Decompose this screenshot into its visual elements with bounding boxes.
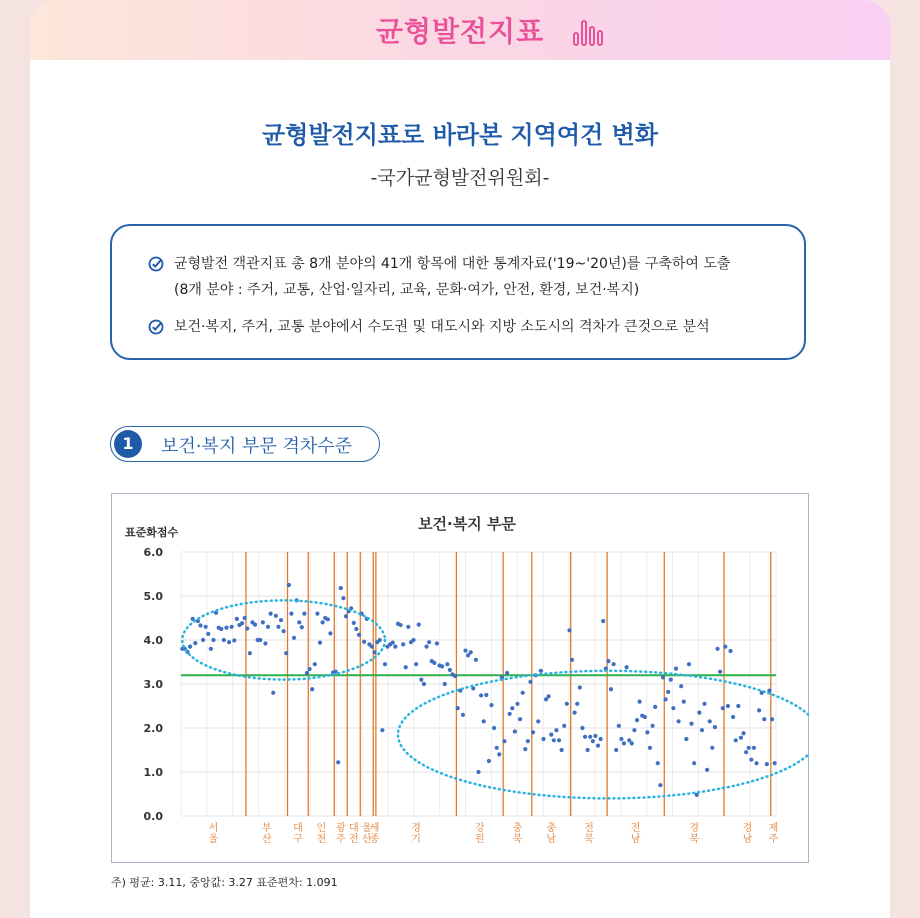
data-point (528, 680, 532, 684)
data-point (674, 667, 678, 671)
y-tick-label: 1.0 (143, 766, 163, 779)
data-point (383, 662, 387, 666)
data-point (427, 640, 431, 644)
region-label: 전 (584, 823, 594, 834)
data-point (643, 715, 647, 719)
data-point (354, 627, 358, 631)
data-point (308, 667, 312, 671)
region-label: 남 (630, 834, 641, 845)
data-point (482, 719, 486, 723)
data-point (637, 700, 641, 704)
data-point (617, 724, 621, 728)
data-point (211, 638, 215, 642)
data-point (417, 623, 421, 627)
data-point (357, 633, 361, 637)
summary-item-1-line-2: (8개 분야 : 주거, 교통, 산업·일자리, 교육, 문화·여가, 안전, 환경, 보건·복지) (174, 282, 640, 298)
data-point (734, 738, 738, 742)
data-point (523, 747, 527, 751)
data-point (666, 690, 670, 694)
data-point (284, 651, 288, 655)
data-point (682, 700, 686, 704)
data-point (474, 658, 478, 662)
data-point (487, 759, 491, 763)
data-point (557, 738, 561, 742)
page-subtitle: -국가균형발전위원회- (370, 167, 550, 189)
data-point (378, 638, 382, 642)
region-label: 종 (369, 834, 380, 845)
data-point (484, 693, 488, 697)
region-label: 주 (768, 834, 779, 845)
region-label: 원 (474, 834, 485, 845)
region-label: 울 (361, 823, 372, 834)
data-point (736, 704, 740, 708)
region-label: 전 (348, 834, 359, 845)
data-point (700, 728, 704, 732)
data-point (502, 739, 506, 743)
data-point (287, 583, 291, 587)
data-point (625, 665, 629, 669)
data-point (448, 668, 452, 672)
data-point (744, 750, 748, 754)
data-point (687, 662, 691, 666)
data-point (445, 662, 449, 666)
data-point (443, 682, 447, 686)
region-label: 충 (512, 823, 523, 834)
region-label: 제 (768, 823, 779, 834)
data-point (326, 617, 330, 621)
summary-box (110, 224, 806, 360)
region-label: 남 (742, 834, 753, 845)
data-point (513, 729, 517, 733)
data-point (240, 621, 244, 625)
region-label: 주 (335, 834, 346, 845)
data-point (539, 669, 543, 673)
data-point (315, 612, 319, 616)
data-point (393, 645, 397, 649)
data-point (248, 651, 252, 655)
data-point (339, 586, 343, 590)
data-point (302, 612, 306, 616)
data-point (747, 746, 751, 750)
data-point (432, 661, 436, 665)
region-label: 산 (361, 834, 372, 845)
data-point (757, 708, 761, 712)
data-point (258, 638, 262, 642)
data-point (752, 746, 756, 750)
data-point (196, 619, 200, 623)
y-tick-label: 3.0 (143, 678, 163, 691)
data-point (650, 724, 654, 728)
data-point (762, 717, 766, 721)
data-point (679, 684, 683, 688)
data-point (461, 713, 465, 717)
data-point (770, 717, 774, 721)
region-label: 부 (261, 823, 272, 834)
region-label: 경 (742, 823, 753, 834)
y-tick-label: 4.0 (143, 634, 163, 647)
data-point (536, 719, 540, 723)
data-point (372, 650, 376, 654)
data-point (297, 620, 301, 624)
data-point (632, 728, 636, 732)
data-point (739, 736, 743, 740)
data-point (715, 647, 719, 651)
data-point (271, 691, 275, 695)
y-tick-label: 5.0 (143, 590, 163, 603)
data-point (497, 752, 501, 756)
data-point (578, 685, 582, 689)
region-label: 기 (411, 834, 421, 845)
data-point (321, 620, 325, 624)
data-point (658, 783, 662, 787)
data-point (593, 734, 597, 738)
data-point (313, 662, 317, 666)
data-point (253, 623, 257, 627)
data-point (508, 712, 512, 716)
data-point (702, 702, 706, 706)
data-point (708, 719, 712, 723)
data-point (380, 728, 384, 732)
data-point (684, 737, 688, 741)
data-point (521, 691, 525, 695)
check-circle-icon (148, 256, 164, 272)
data-point (518, 717, 522, 721)
data-point (552, 738, 556, 742)
region-label: 광 (335, 823, 346, 834)
data-point (352, 621, 356, 625)
data-point (235, 617, 239, 621)
section-header (110, 426, 380, 462)
header-banner (30, 0, 890, 60)
data-point (344, 614, 348, 618)
data-point (505, 671, 509, 675)
data-point (370, 645, 374, 649)
data-point (362, 640, 366, 644)
y-axis-label: 표준화점수 (125, 526, 179, 539)
region-label: 강 (474, 823, 485, 834)
data-point (510, 706, 514, 710)
region-label: 충 (546, 823, 557, 834)
data-point (663, 697, 667, 701)
data-point (230, 625, 234, 629)
data-point (204, 625, 208, 629)
data-point (614, 748, 618, 752)
region-label: 서 (208, 823, 219, 834)
data-point (749, 758, 753, 762)
data-point (588, 735, 592, 739)
data-point (411, 638, 415, 642)
data-point (586, 748, 590, 752)
data-point (599, 737, 603, 741)
data-point (305, 671, 309, 675)
data-point (656, 761, 660, 765)
data-point (560, 748, 564, 752)
data-point (456, 706, 460, 710)
data-point (754, 761, 758, 765)
banner-title: 균형발전지표 (375, 15, 545, 48)
bar-chart-icon (572, 15, 606, 47)
data-point (575, 702, 579, 706)
data-point (612, 662, 616, 666)
data-point (606, 659, 610, 663)
region-label: 경 (689, 823, 699, 834)
data-point (341, 596, 345, 600)
summary-item-2-text: 보건·복지, 주거, 교통 분야에서 수도권 및 대도시와 지방 소도시의 격차가 큰것으로 분석 (174, 319, 710, 335)
data-point (689, 722, 693, 726)
data-point (580, 726, 584, 730)
data-point (266, 625, 270, 629)
region-label: 북 (689, 834, 699, 845)
data-point (669, 678, 673, 682)
data-point (619, 737, 623, 741)
y-tick-label: 0.0 (143, 810, 163, 823)
data-point (773, 761, 777, 765)
check-circle-icon (148, 319, 164, 335)
summary-item-1-line-1: 균형발전 객관지표 총 8개 분야의 41개 항목에 대한 통계자료('19~'20년)를 구축하여 도출 (174, 256, 731, 272)
data-point (279, 618, 283, 622)
data-point (422, 682, 426, 686)
data-point (713, 725, 717, 729)
data-point (765, 762, 769, 766)
data-point (554, 728, 558, 732)
data-point (414, 662, 418, 666)
data-point (573, 711, 577, 715)
data-point (648, 746, 652, 750)
data-point (570, 658, 574, 662)
region-label: 대 (348, 823, 359, 834)
data-point (276, 625, 280, 629)
data-point (562, 724, 566, 728)
region-label: 경 (411, 823, 421, 834)
region-label: 산 (261, 834, 272, 845)
data-point (300, 625, 304, 629)
data-point (222, 638, 226, 642)
data-point (549, 733, 553, 737)
data-point (274, 614, 278, 618)
data-point (404, 665, 408, 669)
region-label: 전 (630, 823, 641, 834)
data-point (419, 678, 423, 682)
data-point (583, 735, 587, 739)
data-point (406, 625, 410, 629)
chart-footnote: 주) 평균: 3.11, 중앙값: 3.27 표준편차: 1.091 (111, 876, 338, 889)
scatter-chart (111, 493, 809, 863)
data-point (336, 760, 340, 764)
data-point (424, 645, 428, 649)
data-point (541, 737, 545, 741)
data-point (515, 702, 519, 706)
region-label: 북 (512, 834, 523, 845)
data-point (526, 739, 530, 743)
data-point (495, 746, 499, 750)
data-point (601, 619, 605, 623)
data-point (318, 641, 322, 645)
data-point (692, 761, 696, 765)
data-point (227, 640, 231, 644)
data-point (469, 650, 473, 654)
data-point (398, 623, 402, 627)
data-point (635, 718, 639, 722)
data-point (726, 704, 730, 708)
data-point (289, 612, 293, 616)
data-point (622, 741, 626, 745)
data-point (741, 731, 745, 735)
data-point (476, 770, 480, 774)
data-point (206, 632, 210, 636)
data-point (224, 626, 228, 630)
y-tick-label: 6.0 (143, 546, 163, 559)
data-point (219, 627, 223, 631)
data-point (401, 642, 405, 646)
data-point (697, 711, 701, 715)
data-point (453, 674, 457, 678)
data-point (292, 636, 296, 640)
data-point (676, 719, 680, 723)
data-point (731, 715, 735, 719)
data-point (645, 730, 649, 734)
data-point (721, 706, 725, 710)
data-point (547, 694, 551, 698)
page-title: 균형발전지표로 바라본 지역여건 변화 (261, 121, 658, 149)
data-point (188, 645, 192, 649)
data-point (440, 664, 444, 668)
data-point (243, 616, 247, 620)
data-point (198, 623, 202, 627)
region-label: 울 (208, 834, 219, 845)
data-point (596, 744, 600, 748)
region-label: 인 (316, 823, 327, 834)
data-point (705, 768, 709, 772)
data-point (269, 612, 273, 616)
data-point (591, 739, 595, 743)
data-point (653, 705, 657, 709)
data-point (630, 741, 634, 745)
data-point (609, 687, 613, 691)
data-point (193, 641, 197, 645)
data-point (463, 648, 467, 652)
data-point (479, 693, 483, 697)
section-number: 1 (114, 430, 142, 458)
data-point (232, 638, 236, 642)
data-point (282, 629, 286, 633)
data-point (531, 730, 535, 734)
data-point (310, 687, 314, 691)
data-point (728, 649, 732, 653)
data-point (718, 670, 722, 674)
data-point (261, 620, 265, 624)
data-point (565, 702, 569, 706)
data-point (435, 641, 439, 645)
region-label: 대 (293, 823, 303, 834)
data-point (263, 641, 267, 645)
data-point (245, 626, 249, 630)
region-label: 남 (546, 834, 557, 845)
data-point (661, 675, 665, 679)
region-label: 구 (293, 834, 303, 845)
data-point (492, 726, 496, 730)
region-label: 북 (584, 834, 594, 845)
data-point (201, 638, 205, 642)
data-point (567, 628, 571, 632)
data-point (671, 706, 675, 710)
region-label: 세 (369, 823, 380, 834)
data-point (209, 647, 213, 651)
data-point (710, 746, 714, 750)
chart-title: 보건·복지 부문 (418, 515, 516, 533)
data-point (723, 645, 727, 649)
region-label: 천 (316, 834, 327, 845)
data-point (328, 631, 332, 635)
data-point (391, 641, 395, 645)
section-label: 보건·복지 부문 격차수준 (161, 436, 353, 457)
data-point (489, 703, 493, 707)
y-tick-label: 2.0 (143, 722, 163, 735)
